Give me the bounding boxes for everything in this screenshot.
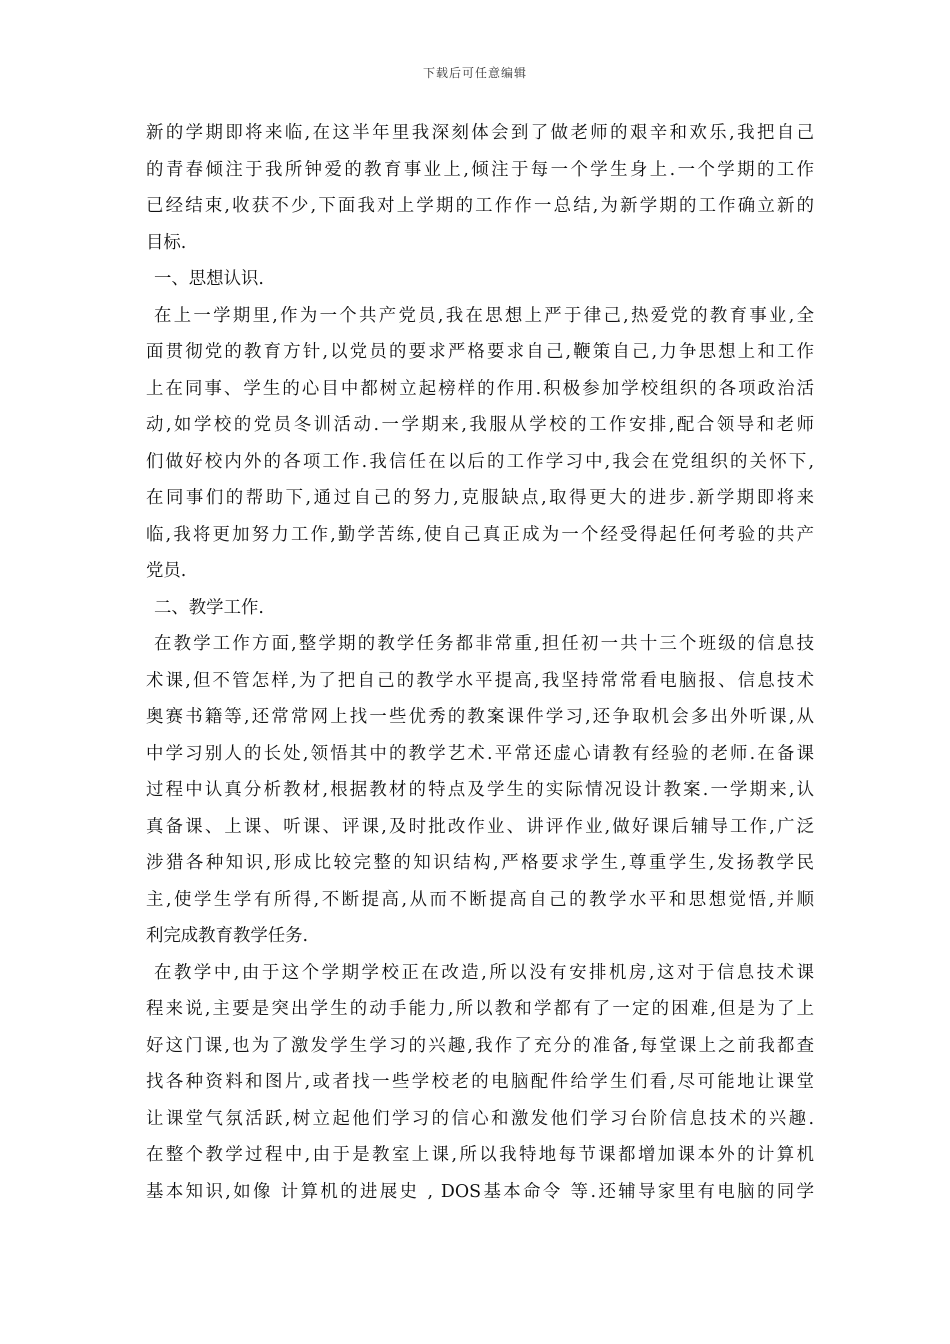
text-line: 在上一学期里,作为一个共产党员,我在思想上严于律己,热爱党的教育事业,全 xyxy=(154,305,814,326)
text-line: 涉猎各种知识,形成比较完整的知识结构,严格要求学生,尊重学生,发扬教学民 xyxy=(146,853,814,873)
text-line: 奥赛书籍等,还常常网上找一些优秀的教案课件学习,还争取机会多出外听课,从 xyxy=(146,707,814,727)
document-body xyxy=(146,115,814,1210)
text-line: 找各种资料和图片,或者找一些学校老的电脑配件给学生们看,尽可能地让课堂 xyxy=(146,1072,814,1092)
text-line: 术课,但不管怎样,为了把自己的教学水平提高,我坚持常常看电脑报、信息技术 xyxy=(146,670,814,691)
text-line: 利完成教育教学任务. xyxy=(146,926,309,946)
text-line: 真备课、上课、听课、评课,及时批改作业、讲评作业,做好课后辅导工作,广泛 xyxy=(146,816,814,837)
text-line: 已经结束,收获不少,下面我对上学期的工作作一总结,为新学期的工作确立新的 xyxy=(146,196,814,216)
text-line: 临,我将更加努力工作,勤学苦练,使自己真正成为一个经受得起任何考验的共产 xyxy=(146,524,814,545)
text-line: 在教学工作方面,整学期的教学任务都非常重,担任初一共十三个班级的信息技 xyxy=(154,634,814,654)
text-line: 党员. xyxy=(146,561,187,581)
text-line: 在同事们的帮助下,通过自己的努力,克服缺点,取得更大的进步.新学期即将来 xyxy=(146,488,814,508)
text-line: 新的学期即将来临,在这半年里我深刻体会到了做老师的艰辛和欢乐,我把自己 xyxy=(146,123,814,143)
text-line: 过程中认真分析教材,根据教材的特点及学生的实际情况设计教案.一学期来,认 xyxy=(146,780,814,800)
text-line: 主,使学生学有所得,不断提高,从而不断提高自己的教学水平和思想觉悟,并顺 xyxy=(146,889,814,910)
section-heading: 二、教学工作. xyxy=(154,597,264,618)
text-line: 在教学中,由于这个学期学校正在改造,所以没有安排机房,这对于信息技术课 xyxy=(154,962,814,983)
text-line: 面贯彻党的教育方针,以党员的要求严格要求自己,鞭策自己,力争思想上和工作 xyxy=(146,342,814,362)
text-line: 基本知识,如像 计算机的进展史 , DOS基本命令 等.还辅导家里有电脑的同学 xyxy=(146,1181,814,1202)
text-line: 目标. xyxy=(146,232,187,253)
text-line: 程来说,主要是突出学生的动手能力,所以教和学都有了一定的困难,但是为了上 xyxy=(146,999,814,1019)
text-line: 在整个教学过程中,由于是教室上课,所以我特地每节课都增加课本外的计算机 xyxy=(146,1145,814,1165)
text-line: 的青春倾注于我所钟爱的教育事业上,倾注于每一个学生身上.一个学期的工作 xyxy=(146,159,814,180)
text-line: 上在同事、学生的心目中都树立起榜样的作用.积极参加学校组织的各项政治活 xyxy=(146,378,814,399)
text-line: 让课堂气氛活跃,树立起他们学习的信心和激发他们学习台阶信息技术的兴趣. xyxy=(146,1108,814,1129)
section-heading: 一、思想认识. xyxy=(154,269,264,289)
text-line: 们做好校内外的各项工作.我信任在以后的工作学习中,我会在党组织的关怀下, xyxy=(146,451,814,472)
text-line: 动,如学校的党员冬训活动.一学期来,我服从学校的工作安排,配合领导和老师 xyxy=(146,415,814,435)
text-line: 中学习别人的长处,领悟其中的教学艺术.平常还虚心请教有经验的老师.在备课 xyxy=(146,743,814,764)
text-line: 好这门课,也为了激发学生学习的兴趣,我作了充分的准备,每堂课上之前我都查 xyxy=(146,1035,814,1056)
page-header: 下载后可任意编辑 xyxy=(422,66,527,80)
